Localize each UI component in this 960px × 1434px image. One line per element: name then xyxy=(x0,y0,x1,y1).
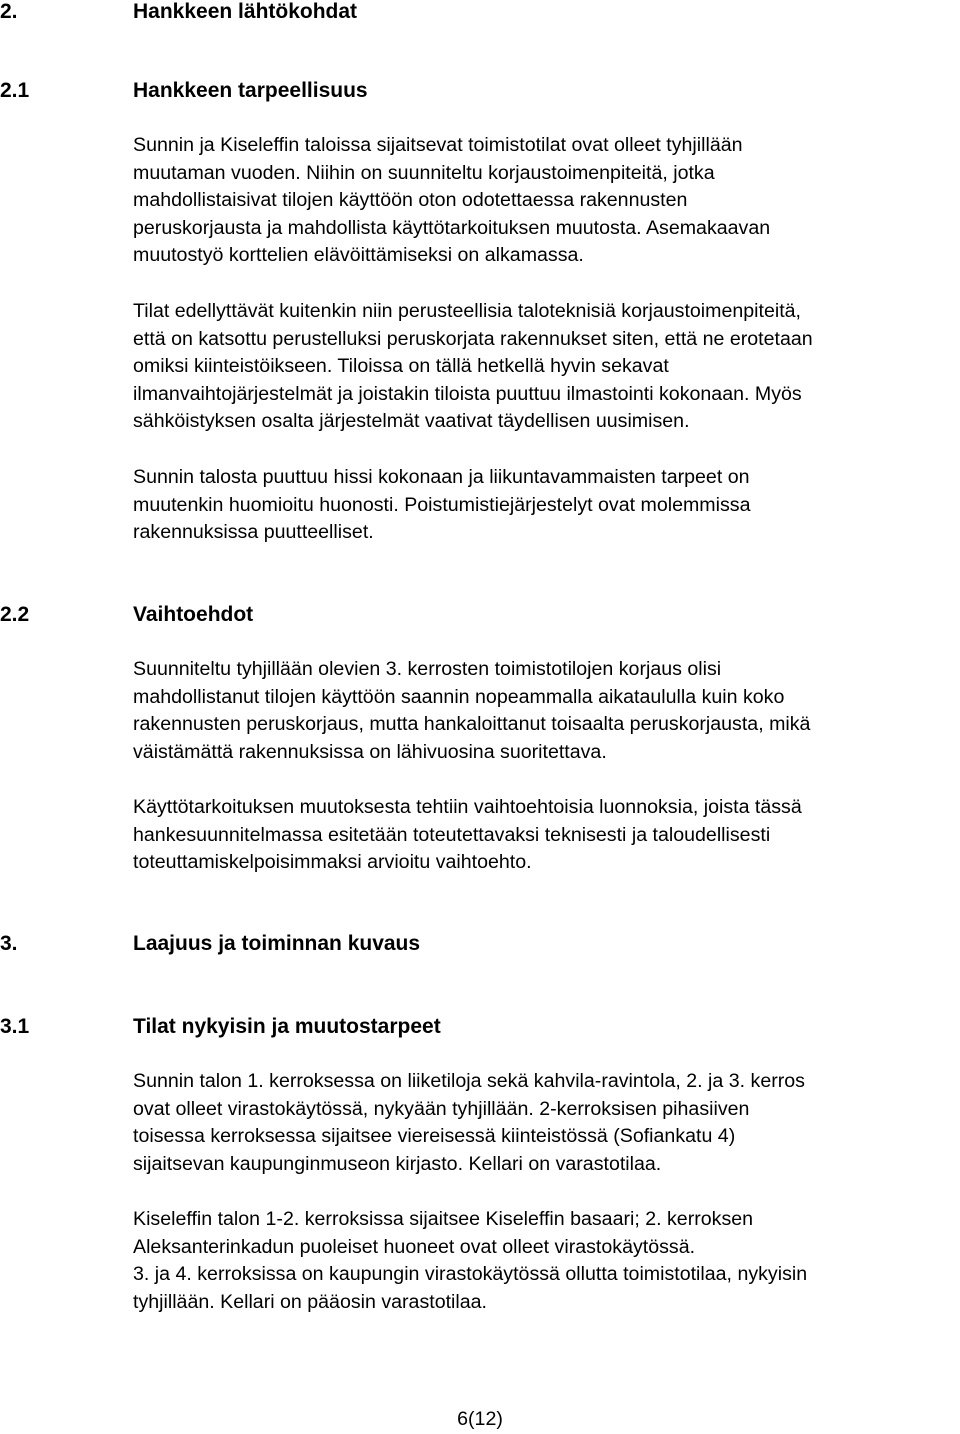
text-line: muutostyö korttelien elävöittämiseksi on alkamassa. xyxy=(133,244,584,266)
section-number: 3. xyxy=(0,932,18,955)
section-number: 3.1 xyxy=(0,1015,30,1038)
text-line: 3. ja 4. kerroksissa on kaupungin virastokäytössä ollutta toimistotilaa, nykyisin xyxy=(133,1263,808,1285)
paragraph-6 xyxy=(133,1068,960,1178)
paragraph-5 xyxy=(133,794,960,877)
text-line: hankesuunnitelmassa esitetään toteutettavaksi teknisesti ja taloudellisesti xyxy=(133,823,771,846)
text-line: muutenkin huomioitu huonosti. Poistumistiejärjestelyt ovat molemmissa xyxy=(133,493,751,516)
text-line: rakennusten peruskorjaus, mutta hankaloittanut toisaalta peruskorjausta, mikä xyxy=(133,713,811,735)
paragraph-4 xyxy=(133,656,960,766)
section-title: Laajuus ja toiminnan kuvaus xyxy=(133,932,421,955)
text-line: mahdollistanut tilojen käyttöön saannin nopeammalla aikataululla kuin koko xyxy=(133,685,785,708)
text-line: että on katsottu perustelluksi peruskorjata rakennukset siten, että ne erotetaan xyxy=(133,327,813,350)
text-line: Aleksanterinkadun puoleiset huoneet ovat olleet virastokäytössä. xyxy=(133,1235,696,1258)
text-line: väistämättä rakennuksissa on lähivuosina suoritettava. xyxy=(133,740,607,763)
section-title: Tilat nykyisin ja muutostarpeet xyxy=(133,1015,441,1038)
section-title: Hankkeen tarpeellisuus xyxy=(133,79,368,102)
text-line: toisessa kerroksessa sijaitsee viereisessä kiinteistössä (Sofiankatu 4) xyxy=(133,1125,736,1147)
text-line: mahdollistaisivat tilojen käyttöön oton odotettaessa rakennusten xyxy=(133,189,688,211)
paragraph-2 xyxy=(133,298,960,436)
page-number: 6(12) xyxy=(457,1408,503,1430)
text-line: omiksi kiinteistöikseen. Tiloissa on tällä hetkellä hyvin sekavat xyxy=(133,355,669,377)
text-line: Sunnin talon 1. kerroksessa on liiketiloja sekä kahvila-ravintola, 2. ja 3. kerros xyxy=(133,1070,805,1092)
text-line: rakennuksissa puutteelliset. xyxy=(133,521,374,543)
section-number: 2. xyxy=(0,0,18,23)
text-line: Kiseleffin talon 1-2. kerroksissa sijaitsee Kiseleffin basaari; 2. kerroksen xyxy=(133,1208,754,1230)
section-title: Vaihtoehdot xyxy=(133,603,254,626)
text-line: toteuttamiskelpoisimmaksi arvioitu vaihtoehto. xyxy=(133,851,532,873)
text-line: Käyttötarkoituksen muutoksesta tehtiin vaihtoehtoisia luonnoksia, joista tässä xyxy=(133,796,802,818)
text-line: tyhjillään. Kellari on pääosin varastotilaa. xyxy=(133,1290,487,1313)
paragraph-1 xyxy=(133,132,960,270)
text-line: ovat olleet virastokäytössä, nykyään tyhjillään. 2-kerroksisen pihasiiven xyxy=(133,1097,750,1120)
text-line: Sunnin talosta puuttuu hissi kokonaan ja liikuntavammaisten tarpeet on xyxy=(133,466,750,488)
text-line: Tilat edellyttävät kuitenkin niin perusteellisia taloteknisiä korjaustoimenpiteitä, xyxy=(133,300,801,322)
text-line: muutaman vuoden. Niihin on suunniteltu korjaustoimenpiteitä, jotka xyxy=(133,161,715,184)
text-line: sijaitsevan kaupunginmuseon kirjasto. Kellari on varastotilaa. xyxy=(133,1152,662,1175)
text-line: ilmanvaihtojärjestelmät ja joistakin tiloista puuttuu ilmastointi kokonaan. Myös xyxy=(133,382,802,405)
text-line: Sunnin ja Kiseleffin taloissa sijaitsevat toimistotilat ovat olleet tyhjillään xyxy=(133,134,743,156)
text-line: sähköistyksen osalta järjestelmät vaativat täydellisen uusimisen. xyxy=(133,410,690,432)
section-title: Hankkeen lähtökohdat xyxy=(133,0,358,23)
text-line: peruskorjausta ja mahdollista käyttötarkoituksen muutosta. Asemakaavan xyxy=(133,216,771,239)
text-line: Suunniteltu tyhjillään olevien 3. kerrosten toimistotilojen korjaus olisi xyxy=(133,658,722,680)
paragraph-3 xyxy=(133,464,960,547)
paragraph-7 xyxy=(133,1206,960,1316)
section-number: 2.1 xyxy=(0,79,30,102)
section-number: 2.2 xyxy=(0,603,30,626)
